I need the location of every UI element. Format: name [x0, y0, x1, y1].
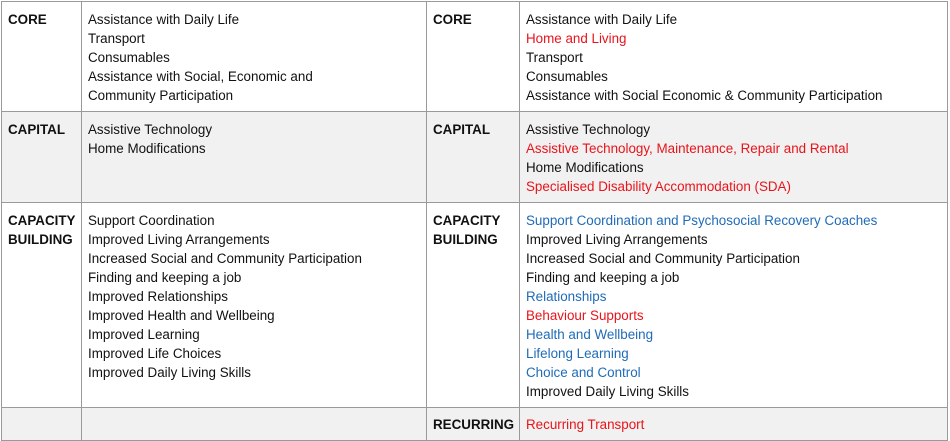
- list-item: Finding and keeping a job: [526, 270, 680, 285]
- left-items-cell: [82, 203, 427, 408]
- right-items-cell: [520, 2, 948, 112]
- list-item: Health and Wellbeing: [526, 327, 654, 342]
- list-item: Specialised Disability Accommodation (SDA): [526, 179, 791, 194]
- right-items-cell: [520, 112, 948, 203]
- left-items-cell: [82, 112, 427, 203]
- category-label: CAPACITY BUILDING: [433, 213, 501, 247]
- list-item: Improved Living Arrangements: [526, 232, 708, 247]
- right-items-cell: [520, 203, 948, 408]
- left-category-cell: [2, 203, 82, 408]
- list-item: Consumables: [526, 69, 608, 84]
- list-item: Assistance with Social, Economic and: [88, 69, 313, 84]
- list-item: Support Coordination: [88, 213, 215, 228]
- list-item: Transport: [526, 50, 583, 65]
- list-item: Assistive Technology: [88, 122, 213, 137]
- list-item: Improved Daily Living Skills: [526, 384, 689, 399]
- list-item: Increased Social and Community Participation: [88, 251, 362, 266]
- right-category-cell: [427, 203, 520, 408]
- category-label: CORE: [433, 12, 472, 27]
- list-item: Recurring Transport: [526, 417, 645, 432]
- left-items-cell: [82, 408, 427, 441]
- list-item: Improved Health and Wellbeing: [88, 308, 275, 323]
- list-item: Support Coordination and Psychosocial Recovery Coaches: [526, 213, 878, 228]
- category-label: CAPITAL: [8, 122, 66, 137]
- list-item: Increased Social and Community Participation: [526, 251, 800, 266]
- list-item: Assistive Technology: [526, 122, 651, 137]
- left-category-cell: [2, 408, 82, 441]
- category-label: CAPACITY BUILDING: [8, 213, 76, 247]
- table-row-capacity-building: [2, 203, 948, 408]
- list-item: Home Modifications: [526, 160, 644, 175]
- table-row-capital: [2, 112, 948, 203]
- list-item: Transport: [88, 31, 145, 46]
- list-item: Improved Life Choices: [88, 346, 222, 361]
- list-item: Improved Learning: [88, 327, 200, 342]
- right-category-cell: [427, 112, 520, 203]
- list-item: Choice and Control: [526, 365, 641, 380]
- table-row-core: [2, 2, 948, 112]
- left-category-cell: [2, 112, 82, 203]
- left-items-cell: [82, 2, 427, 112]
- list-item: Consumables: [88, 50, 170, 65]
- table-row-recurring: [2, 408, 948, 441]
- category-label: CORE: [8, 12, 47, 27]
- list-item: Home Modifications: [88, 141, 206, 156]
- list-item: Assistive Technology, Maintenance, Repair and Rental: [526, 141, 849, 156]
- list-item: Behaviour Supports: [526, 308, 644, 323]
- category-label: CAPITAL: [433, 122, 491, 137]
- list-item: Assistance with Daily Life: [526, 12, 678, 27]
- category-label: RECURRING: [433, 417, 515, 432]
- list-item: Assistance with Social Economic & Community Participation: [526, 88, 883, 103]
- right-category-cell: [427, 408, 520, 441]
- list-item: Relationships: [526, 289, 607, 304]
- support-categories-comparison-table: [1, 1, 948, 441]
- list-item: Improved Living Arrangements: [88, 232, 270, 247]
- list-item: Home and Living: [526, 31, 627, 46]
- list-item: Finding and keeping a job: [88, 270, 242, 285]
- right-items-cell: [520, 408, 948, 441]
- left-category-cell: [2, 2, 82, 112]
- list-item: Community Participation: [88, 88, 234, 103]
- list-item: Lifelong Learning: [526, 346, 629, 361]
- list-item: Improved Daily Living Skills: [88, 365, 251, 380]
- right-category-cell: [427, 2, 520, 112]
- list-item: Assistance with Daily Life: [88, 12, 240, 27]
- list-item: Improved Relationships: [88, 289, 228, 304]
